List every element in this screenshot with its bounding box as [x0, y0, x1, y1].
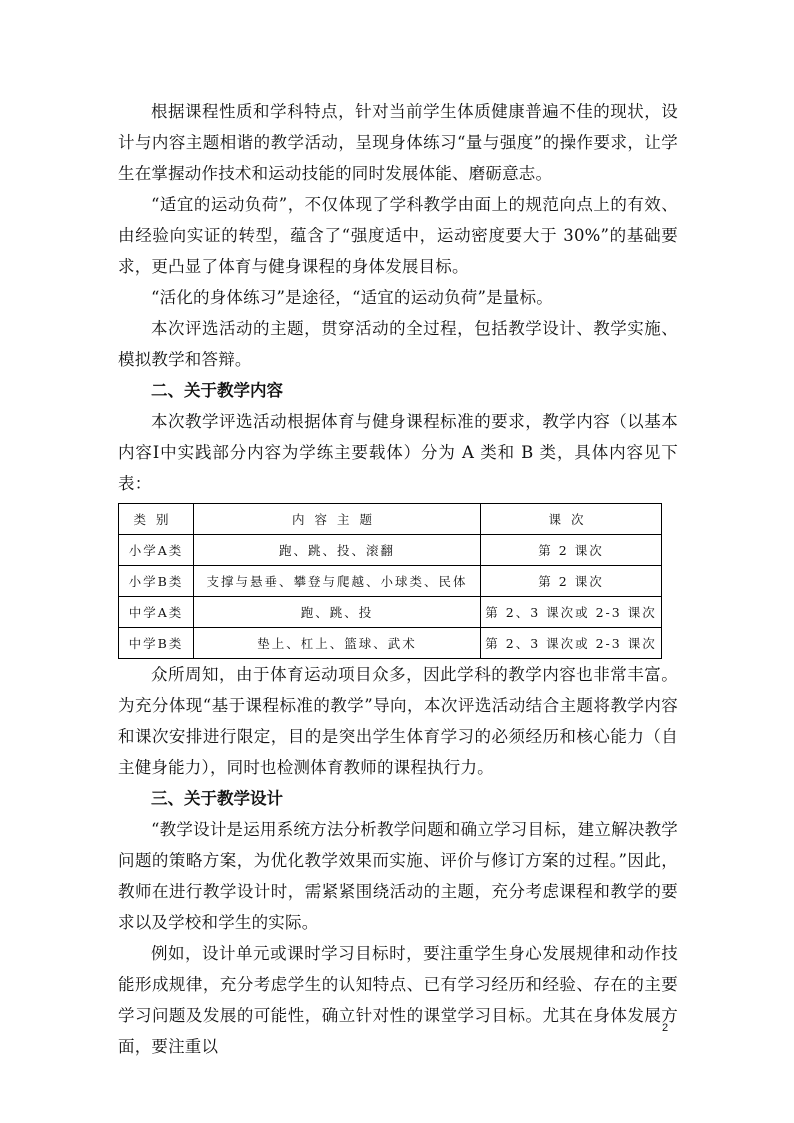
table-header-cell: 类别 — [119, 504, 194, 535]
paragraph: 本次教学评选活动根据体育与健身课程标准的要求，教学内容（以基本内容Ⅰ中实践部分内容为学练主要载体）分为 A 类和 B 类，具体内容见下表： — [118, 412, 678, 493]
page-number: 2 — [662, 1022, 669, 1034]
section-heading: 二、关于教学内容 — [151, 381, 283, 400]
paragraph: 例如，设计单元或课时学习目标时，要注重学生身心发展规律和动作技能形成规律，充分考虑学生的认知特点、已有学习经历和经验、存在的主要学习问题及发展的可能性，确立针对性的课堂学习目标。尤其在身体发展方面，要注重以 — [118, 944, 678, 1056]
table-header-cell: 内容主题 — [194, 504, 481, 535]
table-cell: 第 2、3 课次或 2-3 课次 — [481, 597, 662, 628]
section-heading: 三、关于教学设计 — [151, 789, 283, 808]
table-cell: 中学B类 — [119, 628, 194, 659]
table-cell: 中学A类 — [119, 597, 194, 628]
table-cell: 跑、跳、投 — [194, 597, 481, 628]
table-row — [119, 566, 662, 597]
table-cell: 支撑与悬垂、攀登与爬越、小球类、民体 — [194, 566, 481, 597]
table-cell: 垫上、杠上、篮球、武术 — [194, 628, 481, 659]
table-row — [119, 628, 662, 659]
paragraph: “适宜的运动负荷”，不仅体现了学科教学由面上的规范向点上的有效、由经验向实证的转型，蕴含了“强度适中，运动密度要大于 30%”的基础要求，更凸显了体育与健身课程的身体发展目标。 — [118, 195, 678, 276]
table-row — [119, 597, 662, 628]
table-row — [119, 535, 662, 566]
paragraph: “教学设计是运用系统方法分析教学问题和确立学习目标，建立解决教学问题的策略方案，为优化教学效果而实施、评价与修订方案的过程。”因此，教师在进行教学设计时，需紧紧围绕活动的主题，充分考虑课程和教学的要求以及学校和学生的实际。 — [118, 820, 678, 932]
paragraph: “活化的身体练习”是途径，“适宜的运动负荷”是量标。 — [151, 288, 553, 307]
table-header-cell: 课次 — [481, 504, 662, 535]
table-cell: 第 2 课次 — [481, 566, 662, 597]
body-text — [118, 96, 678, 1062]
paragraph: 根据课程性质和学科特点，针对当前学生体质健康普遍不佳的现状，设计与内容主题相谐的教学活动，呈现身体练习“量与强度”的操作要求，让学生在掌握动作技术和运动技能的同时发展体能、磨砺意志。 — [118, 102, 678, 183]
table-cell: 跑、跳、投、滚翻 — [194, 535, 481, 566]
content-table — [118, 503, 662, 659]
table-cell: 小学A类 — [119, 535, 194, 566]
table-header-row — [119, 504, 662, 535]
table-cell: 第 2、3 课次或 2-3 课次 — [481, 628, 662, 659]
table-cell: 第 2 课次 — [481, 535, 662, 566]
paragraph: 众所周知，由于体育运动项目众多，因此学科的教学内容也非常丰富。为充分体现“基于课程标准的教学”导向，本次评选活动结合主题将教学内容和课次安排进行限定，目的是突出学生体育学习的必须经历和核心能力（自主健身能力），同时也检测体育教师的课程执行力。 — [118, 665, 678, 777]
paragraph: 本次评选活动的主题，贯穿活动的全过程，包括教学设计、教学实施、模拟教学和答辩。 — [118, 319, 678, 369]
table-cell: 小学B类 — [119, 566, 194, 597]
